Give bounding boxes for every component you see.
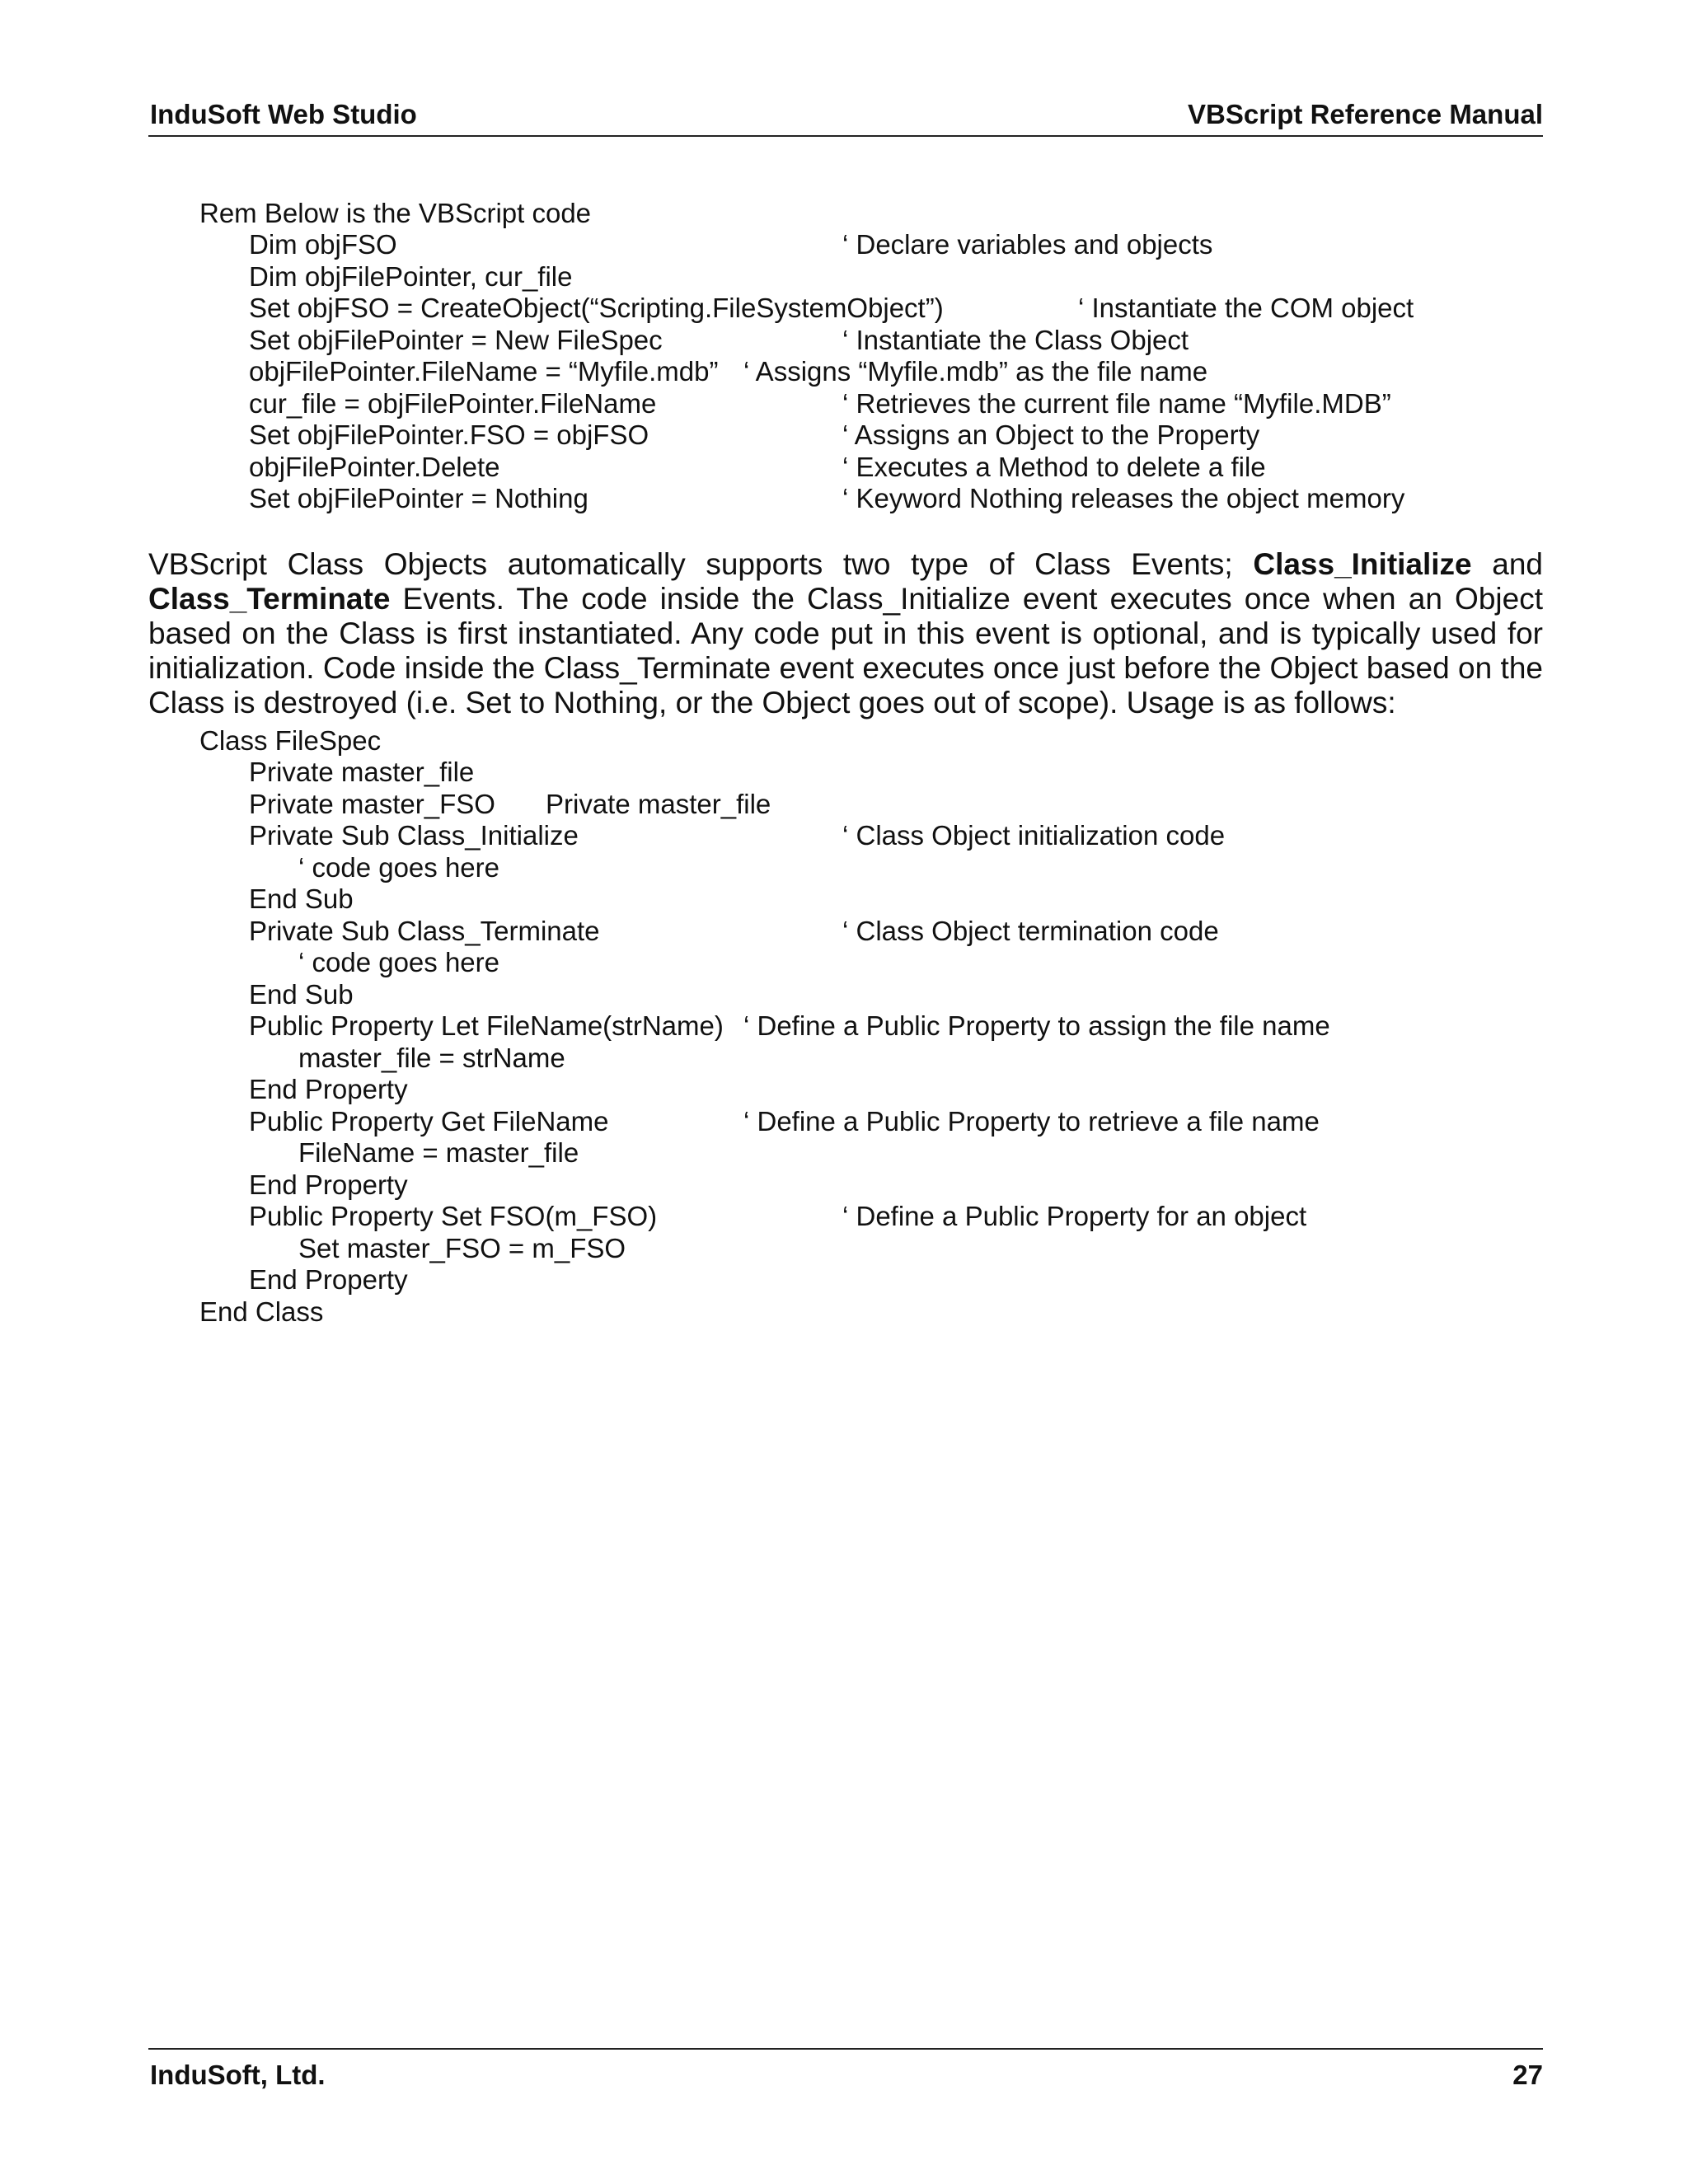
code-line — [0, 947, 1688, 980]
class-events-paragraph — [148, 547, 1543, 720]
code-comment: ‘ Assigns an Object to the Property — [842, 419, 1260, 450]
code-line — [0, 820, 1688, 853]
code-text: ‘ code goes here — [298, 947, 500, 977]
code-comment: ‘ Instantiate the COM object — [1078, 293, 1414, 323]
code-comment: ‘ Define a Public Property to assign the file name — [743, 1010, 1330, 1041]
paragraph-text: VBScript Class Objects automatically supports two type of Class Events; — [148, 547, 1254, 581]
code-line — [0, 852, 1688, 885]
code-comment: ‘ Retrieves the current file name “Myfile.MDB” — [842, 388, 1391, 419]
code-text: End Class — [199, 1296, 324, 1327]
code-line — [0, 1137, 1688, 1170]
code-line — [0, 419, 1688, 452]
code-text: Public Property Set FSO(m_FSO) — [249, 1201, 658, 1231]
footer-company: InduSoft, Ltd. — [150, 2060, 326, 2090]
code-text: Set objFSO = CreateObject(“Scripting.FileSystemObject”) — [249, 293, 944, 323]
page-footer — [148, 2048, 1543, 2099]
code-text: cur_file = objFilePointer.FileName — [249, 388, 657, 419]
code-line — [0, 979, 1688, 1012]
keyword-class-initialize: Class_Initialize — [1253, 547, 1472, 581]
code-text: Dim objFilePointer, cur_file — [249, 261, 573, 292]
code-text: Private Sub Class_Terminate — [249, 916, 600, 946]
code-text: Set master_FSO = m_FSO — [298, 1233, 626, 1263]
code-text: Public Property Get FileName — [249, 1106, 609, 1137]
code-text: Private Sub Class_Initialize — [249, 820, 579, 851]
code-line — [0, 483, 1688, 516]
code-line — [0, 789, 1688, 822]
code-comment: ‘ Executes a Method to delete a file — [842, 452, 1266, 482]
code-line — [0, 229, 1688, 262]
code-text: objFilePointer.FileName = “Myfile.mdb” — [249, 356, 719, 387]
code-line — [0, 261, 1688, 294]
code-comment: ‘ Declare variables and objects — [842, 229, 1213, 260]
header-manual-title: VBScript Reference Manual — [1188, 99, 1543, 129]
code-line — [0, 1106, 1688, 1139]
code-comment: ‘ Define a Public Property to retrieve a file name — [743, 1106, 1320, 1137]
code-text: Set objFilePointer = Nothing — [249, 483, 588, 513]
code-line — [0, 1169, 1688, 1202]
page-header — [148, 97, 1543, 137]
code-extra: Private master_file — [546, 789, 771, 819]
paragraph-text: and — [1471, 547, 1544, 581]
code-text: End Property — [249, 1074, 408, 1104]
paragraph-text: Events. The code inside the Class_Initialize event executes once when an Object based on the Class is first instantiated. Any code put in this event is optional, and is typically used for initialization. Code inside the Class_Terminate event executes once just before the Object based on the Class is destroyed (i.e. Set to Nothing, or the Object goes out of scope). Usage is as follows: — [148, 582, 1543, 719]
code-line — [0, 916, 1688, 949]
code-text: End Sub — [249, 979, 354, 1010]
code-line — [0, 1296, 1688, 1329]
code-comment: ‘ Assigns “Myfile.mdb” as the file name — [743, 356, 1208, 387]
code-line — [0, 1074, 1688, 1107]
code-text: objFilePointer.Delete — [249, 452, 500, 482]
code-line — [0, 325, 1688, 358]
code-comment: ‘ Define a Public Property for an object — [842, 1201, 1307, 1231]
code-line — [0, 1264, 1688, 1297]
code-line — [0, 1010, 1688, 1043]
code-text: Rem Below is the VBScript code — [199, 198, 592, 228]
code-text: ‘ code goes here — [298, 852, 500, 883]
code-text: Private master_FSO — [249, 789, 495, 819]
keyword-class-terminate: Class_Terminate — [148, 582, 391, 616]
header-product-title: InduSoft Web Studio — [150, 99, 417, 129]
code-line — [0, 1233, 1688, 1266]
code-line — [0, 757, 1688, 790]
code-text: End Property — [249, 1169, 408, 1200]
code-comment: ‘ Instantiate the Class Object — [842, 325, 1189, 355]
code-text: Set objFilePointer = New FileSpec — [249, 325, 663, 355]
code-line — [0, 725, 1688, 758]
code-line — [0, 452, 1688, 485]
code-line — [0, 388, 1688, 421]
code-line — [0, 293, 1688, 326]
code-line — [0, 198, 1688, 231]
code-line — [0, 1043, 1688, 1076]
code-line — [0, 356, 1688, 389]
code-text: FileName = master_file — [298, 1137, 579, 1168]
code-comment: ‘ Class Object termination code — [842, 916, 1219, 946]
code-text: Private master_file — [249, 757, 475, 787]
code-line — [0, 883, 1688, 916]
code-text: End Sub — [249, 883, 354, 914]
code-comment: ‘ Class Object initialization code — [842, 820, 1226, 851]
code-text: Public Property Let FileName(strName) — [249, 1010, 724, 1041]
code-text: Class FileSpec — [199, 725, 382, 756]
code-text: End Property — [249, 1264, 408, 1295]
code-line — [0, 1201, 1688, 1234]
code-comment: ‘ Keyword Nothing releases the object memory — [842, 483, 1405, 513]
page-number: 27 — [1512, 2060, 1543, 2090]
code-text: Dim objFSO — [249, 229, 397, 260]
code-text: Set objFilePointer.FSO = objFSO — [249, 419, 649, 450]
code-text: master_file = strName — [298, 1043, 565, 1073]
